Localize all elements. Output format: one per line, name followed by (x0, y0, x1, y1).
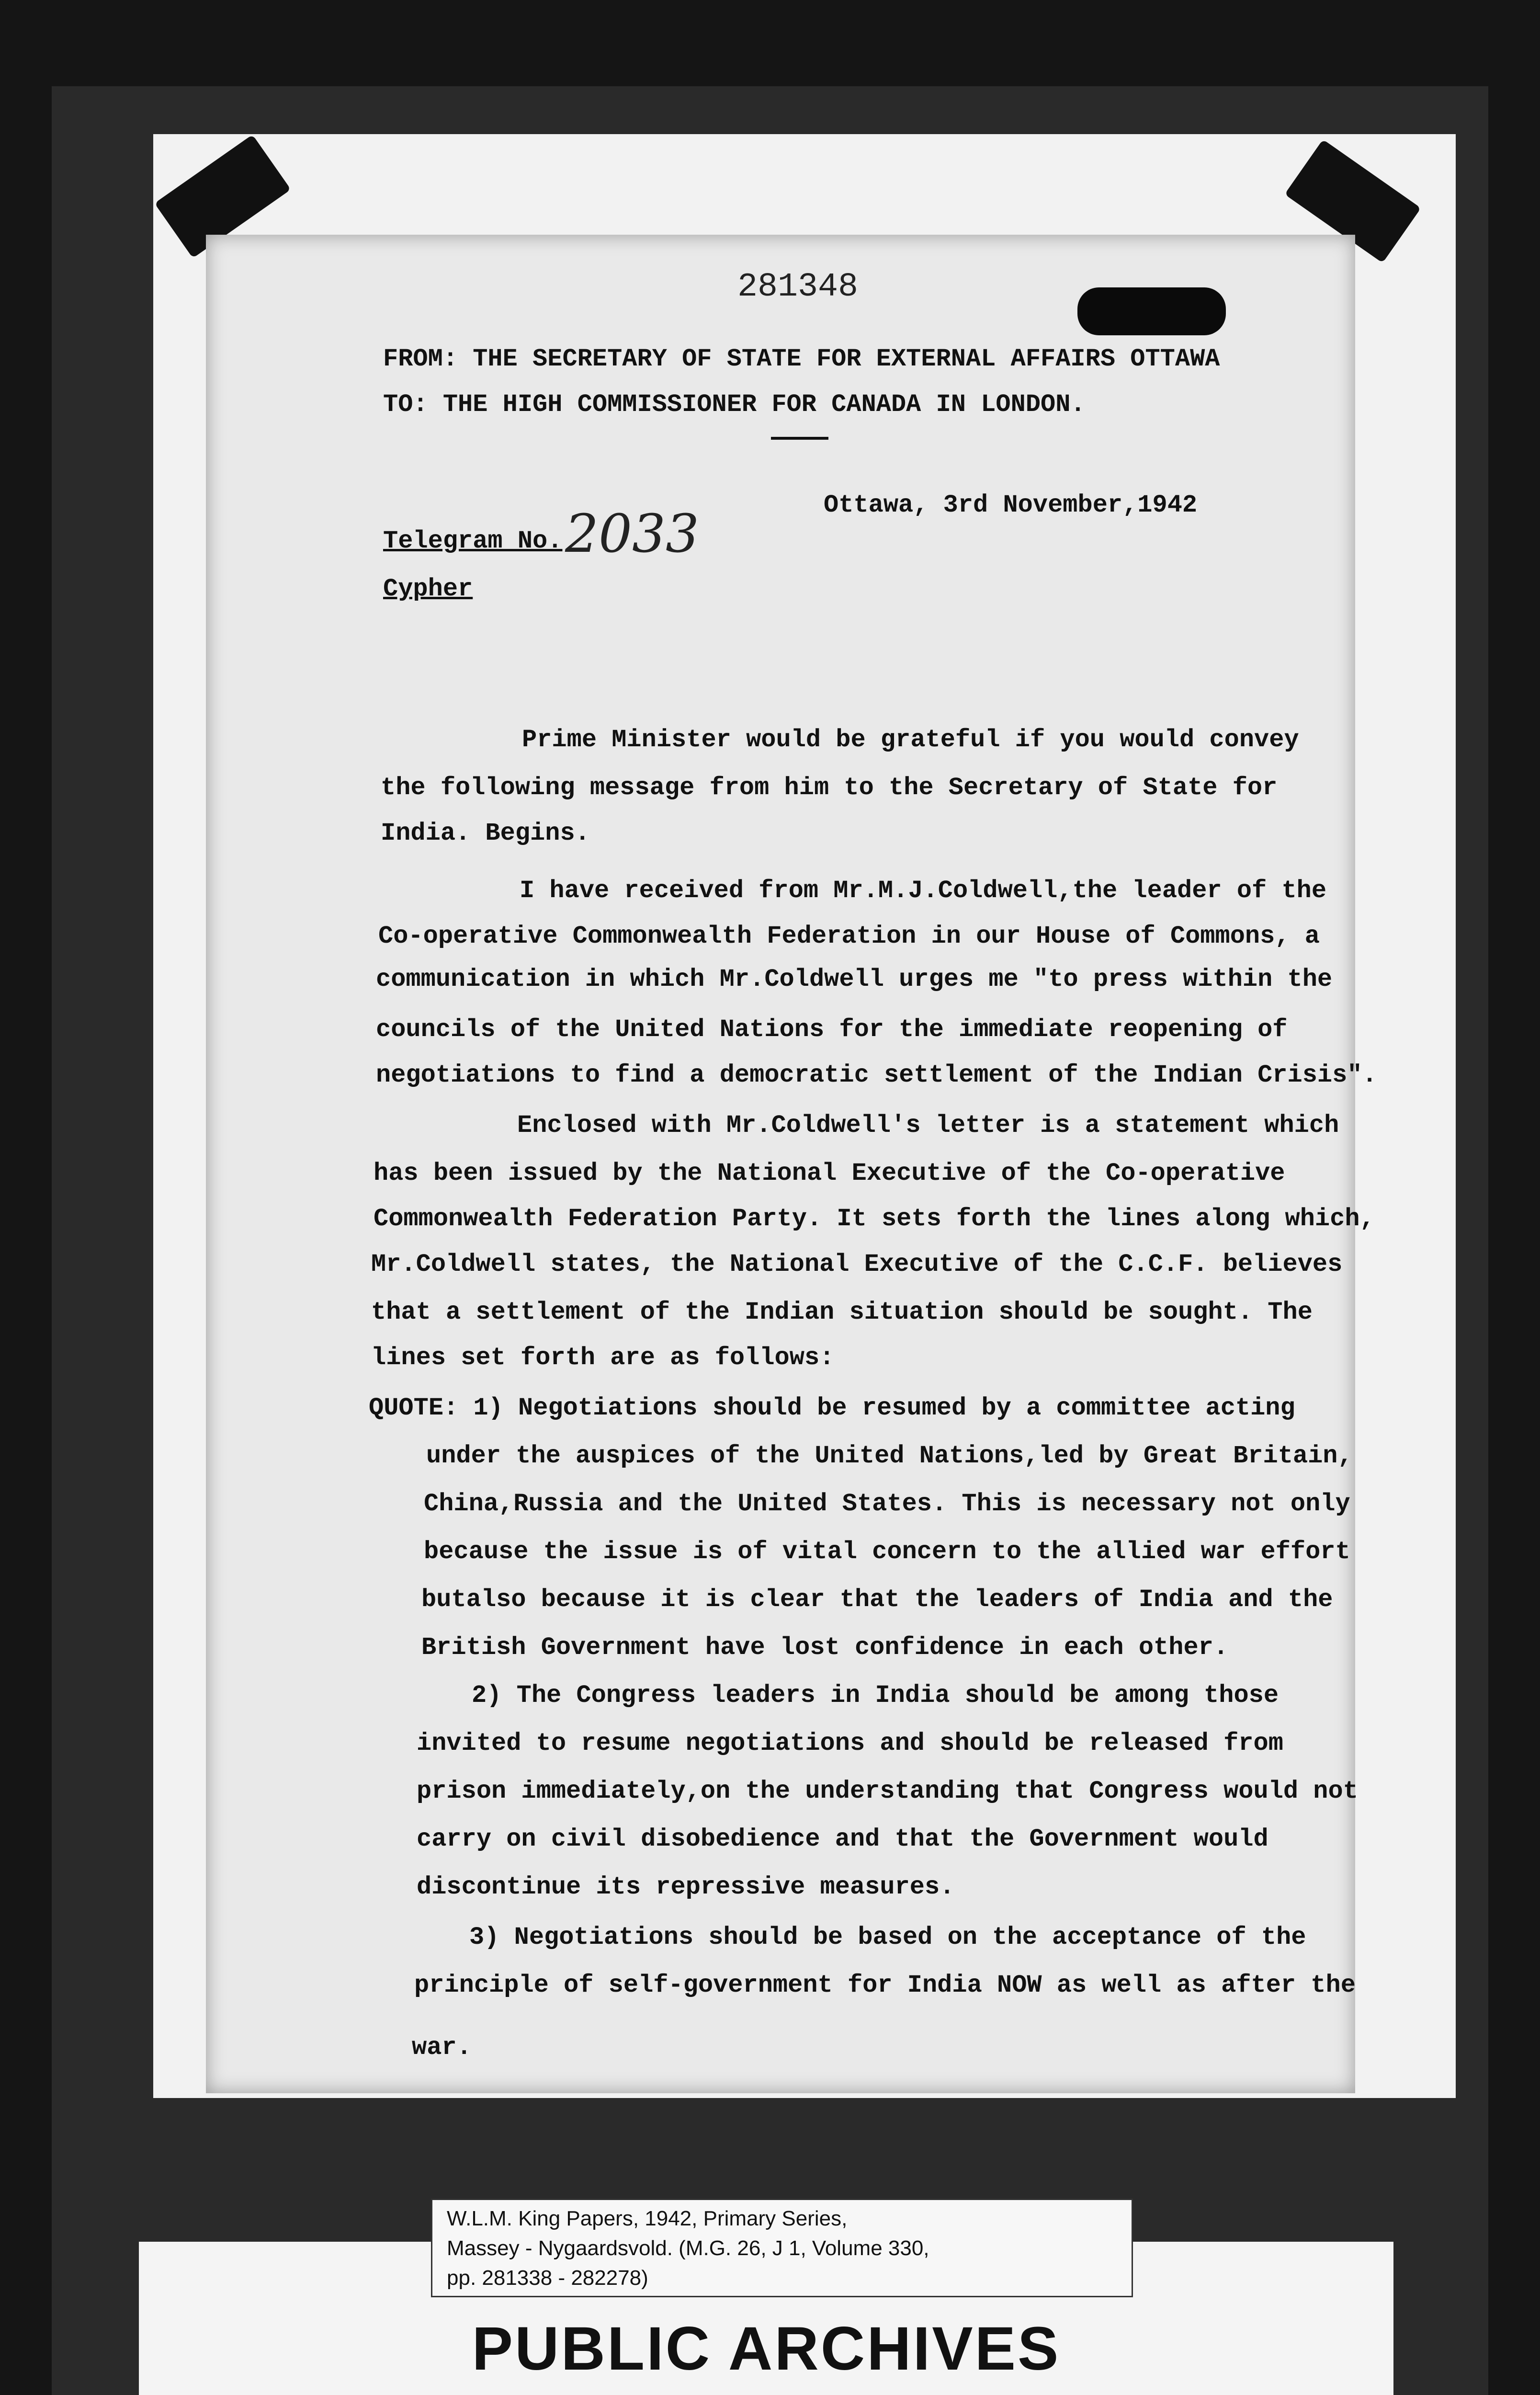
quote-line: China,Russia and the United States. This is necessary not only (424, 1490, 1350, 1518)
redaction-mark (1077, 287, 1226, 335)
to-line: TO: THE HIGH COMMISSIONER FOR CANADA IN LONDON. (383, 390, 1086, 419)
body-line: Commonwealth Federation Party. It sets forth the lines along which, (374, 1205, 1375, 1233)
archives-title-en: PUBLIC ARCHIVES (472, 2315, 1061, 2383)
body-line: Co-operative Commonwealth Federation in our House of Commons, a (378, 922, 1320, 950)
reference-line: pp. 281338 - 282278) (447, 2266, 648, 2290)
quote-line: 3) Negotiations should be based on the acceptance of the (469, 1923, 1306, 1951)
quote-line: 2) The Congress leaders in India should be among those (472, 1681, 1279, 1710)
quote-line: under the auspices of the United Nations,led by Great Britain, (426, 1442, 1353, 1470)
body-line: Prime Minister would be grateful if you would convey (522, 726, 1299, 754)
body-line: councils of the United Nations for the immediate reopening of (376, 1015, 1288, 1044)
document-number: 281348 (737, 268, 859, 306)
body-line: communication in which Mr.Coldwell urges me "to press within the (376, 965, 1333, 993)
quote-line: butalso because it is clear that the leaders of India and the (421, 1585, 1333, 1614)
body-line: has been issued by the National Executive of the Co-operative (374, 1159, 1285, 1187)
quote-line: invited to resume negotiations and should be released from (417, 1729, 1283, 1757)
body-line: lines set forth are as follows: (371, 1344, 835, 1372)
body-line: Mr.Coldwell states, the National Executive of the C.C.F. believes (371, 1250, 1343, 1278)
quote-line: carry on civil disobedience and that the Government would (417, 1825, 1268, 1853)
body-line: Enclosed with Mr.Coldwell's letter is a statement which (517, 1111, 1339, 1140)
body-line: I have received from Mr.M.J.Coldwell,the leader of the (520, 877, 1327, 905)
telegram-label: Telegram No. (383, 527, 563, 555)
quote-line: discontinue its repressive measures. (417, 1873, 955, 1901)
quote-line: QUOTE: 1) Negotiations should be resumed by a committee acting (369, 1394, 1295, 1422)
header-rule (771, 437, 828, 440)
quote-line: principle of self-government for India NOW as well as after the (414, 1971, 1356, 1999)
body-line: the following message from him to the Secretary of State for (381, 774, 1278, 802)
cypher-label: Cypher (383, 575, 473, 603)
reference-line: Massey - Nygaardsvold. (M.G. 26, J 1, Volume 330, (447, 2236, 929, 2260)
quote-line: British Government have lost confidence in each other. (421, 1633, 1229, 1662)
body-line: negotiations to find a democratic settlement of the Indian Crisis". (376, 1061, 1377, 1089)
quote-line: because the issue is of vital concern to the allied war effort (424, 1538, 1350, 1566)
date-line: Ottawa, 3rd November,1942 (824, 491, 1198, 519)
body-line: India. Begins. (381, 819, 590, 847)
telegram-number: 2033 (565, 503, 699, 564)
quote-line: war. (412, 2033, 472, 2062)
quote-line: prison immediately,on the understanding that Congress would not (417, 1777, 1358, 1805)
reference-label (431, 2199, 1133, 2297)
from-line: FROM: THE SECRETARY OF STATE FOR EXTERNAL AFFAIRS OTTAWA (383, 345, 1220, 373)
reference-line: W.L.M. King Papers, 1942, Primary Series, (447, 2207, 848, 2230)
body-line: that a settlement of the Indian situation should be sought. The (371, 1298, 1313, 1326)
